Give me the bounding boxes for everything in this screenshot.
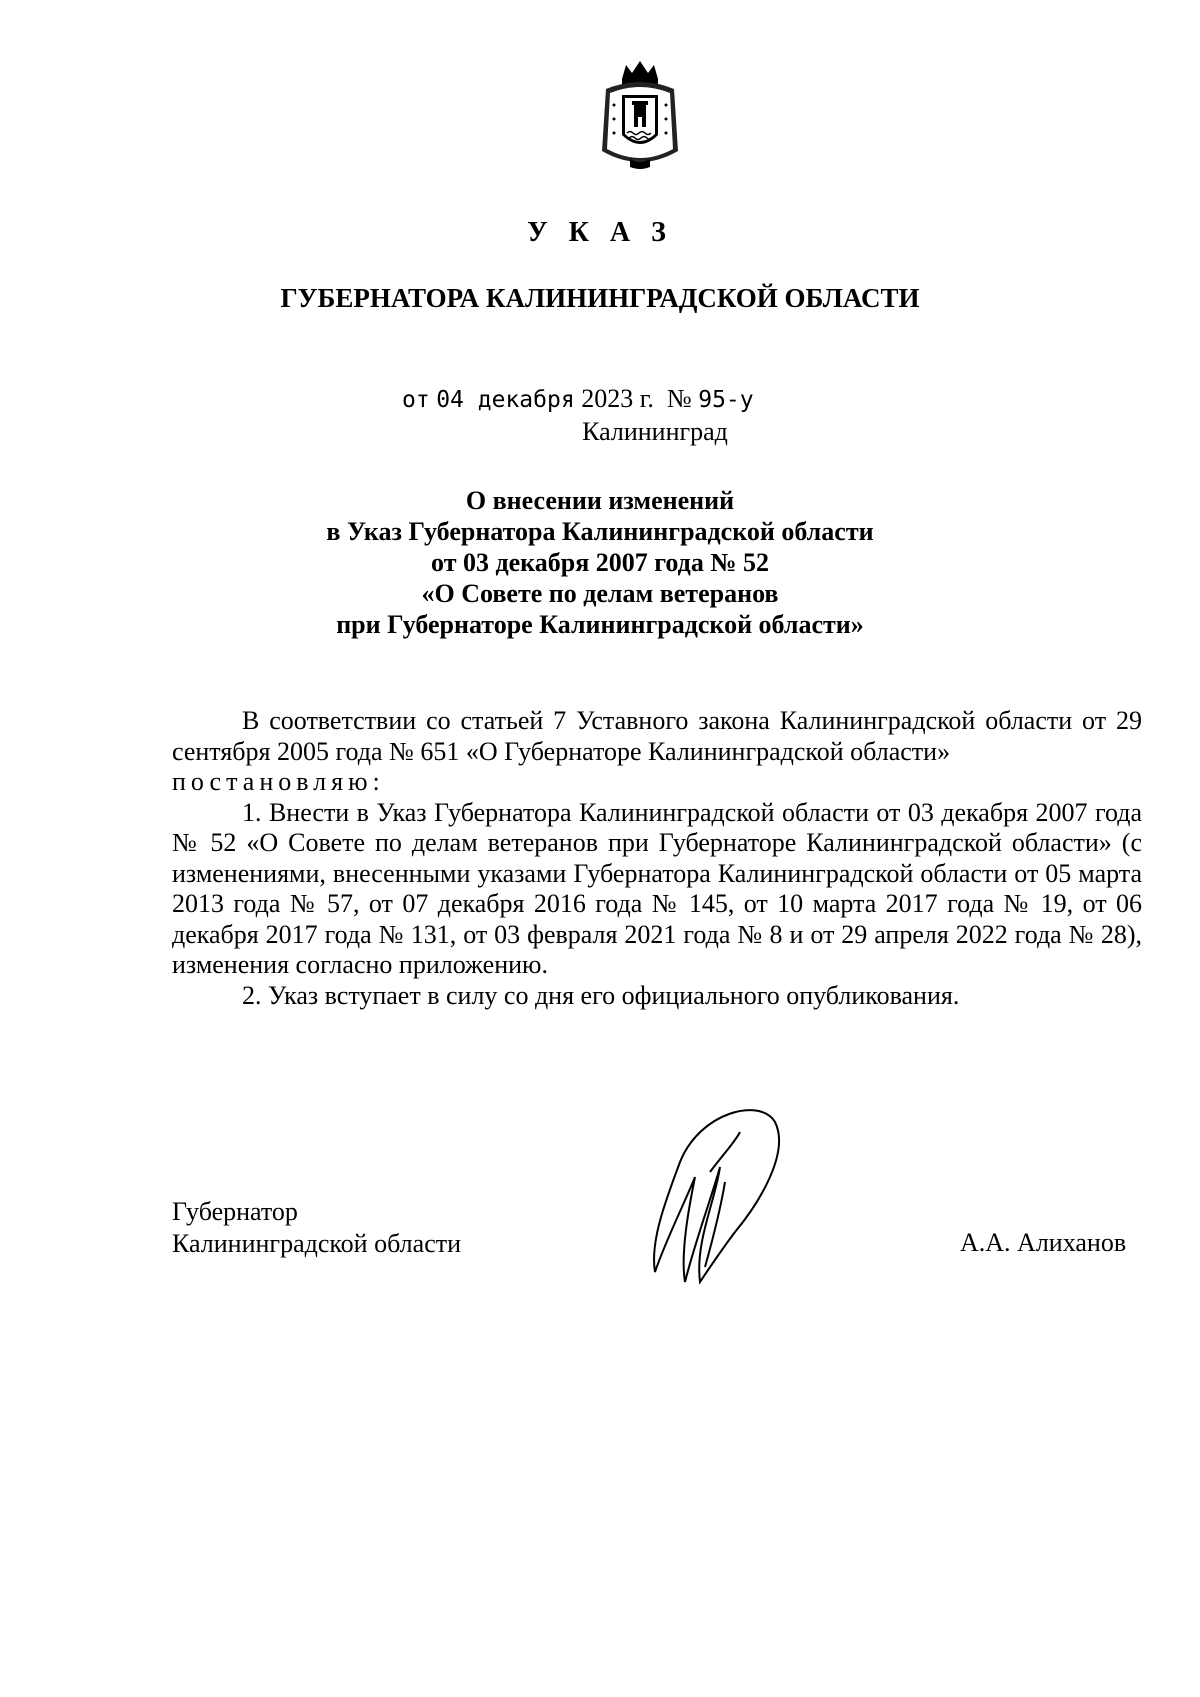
item-1-paragraph: 1. Внести в Указ Губернатора Калининградской области от 03 декабря 2007 года № 52 «О Совете по делам ветеранов при Губернаторе Калининградской области» (с изменениями, внесенными указами Губернатора Калининградской области от 05 марта 2013 года № 57, от 07 декабря 2016 года № 145, от 10 марта 2017 года № 19, от 06 декабря 2017 года № 131, от 03 февраля 2021 года № 8 и от 29 апреля 2022 года № 28), изменения согласно приложению. <box>172 797 1142 979</box>
date-day-month: 04 декабря <box>436 387 575 413</box>
document-type-title: У К А З <box>527 217 673 248</box>
decree-number: 95-у <box>698 387 754 413</box>
issuer-title: ГУБЕРНАТОРА КАЛИНИНГРАДСКОЙ ОБЛАСТИ <box>280 283 920 313</box>
decree-word: постановляю: <box>172 767 385 796</box>
subject-line: «О Совете по делам ветеранов <box>421 579 779 608</box>
subject-line: от 03 декабря 2007 года № 52 <box>431 548 769 577</box>
subject-line: при Губернаторе Калининградской области» <box>336 610 864 639</box>
signatory-position <box>172 1196 461 1260</box>
signatory-name: А.А. Алиханов <box>960 1228 1127 1257</box>
decree-body <box>172 706 1142 1011</box>
number-sign: № <box>666 384 692 413</box>
preamble-paragraph: В соответствии со статьей 7 Уставного закона Калининградской области от 29 сентября 2005 года № 651 «О Губернаторе Калининградской области» <box>172 706 1142 766</box>
date-prefix: от <box>402 387 430 413</box>
handwritten-signature-icon <box>640 1092 790 1292</box>
subject-line: О внесении изменений <box>465 486 735 515</box>
item-2-paragraph: 2. Указ вступает в силу со дня его официального опубликования. <box>242 980 960 1010</box>
subject-line: в Указ Губернатора Калининградской области <box>326 517 874 546</box>
position-line: Калининградской области <box>172 1229 462 1258</box>
coat-of-arms-icon <box>592 55 688 173</box>
position-line: Губернатор <box>172 1197 298 1226</box>
decree-subject <box>0 485 1200 640</box>
date-year: 2023 г. <box>581 384 654 413</box>
city: Калининград <box>582 417 728 446</box>
date-number-line <box>402 384 754 414</box>
